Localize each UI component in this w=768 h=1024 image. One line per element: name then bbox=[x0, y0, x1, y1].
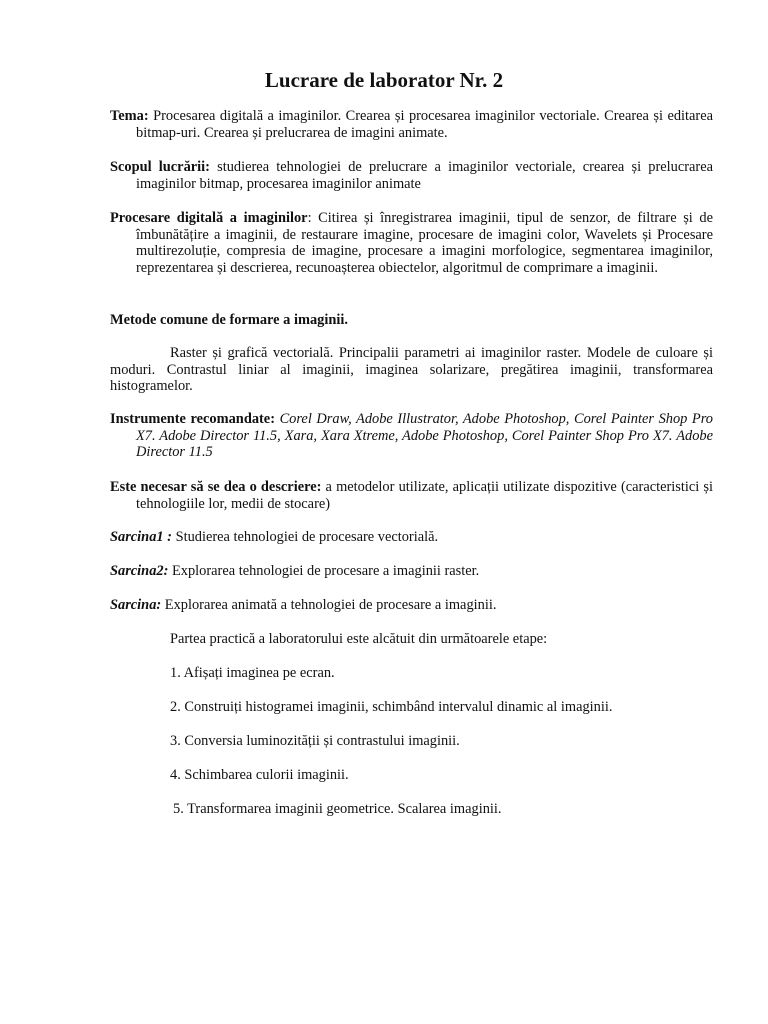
sarcina-3 bbox=[110, 597, 713, 614]
instrumente-label: Instrumente recomandate: bbox=[110, 411, 275, 427]
sarcina-3-text: Explorarea animată a tehnologiei de procesare a imaginii. bbox=[161, 597, 497, 613]
procesare-label: Procesare digitală a imaginilor bbox=[110, 210, 308, 226]
metode-paragraph: Raster și grafică vectorială. Principalii parametri ai imaginilor raster. Modele de culoare și moduri. Contrastul liniar al imaginii, imaginea solarizare, pregătirea imaginii, transformarea histogramelor. bbox=[110, 345, 713, 394]
etapa-4: 4. Schimbarea culorii imaginii. bbox=[170, 767, 349, 783]
etapa-1: 1. Afișați imaginea pe ecran. bbox=[170, 665, 335, 681]
instrumente-text: Corel Draw, Adobe Illustrator, Adobe Photoshop, Corel Painter Shop Pro X7. Adobe Director 11.5, Xara, Xara Xtreme, Adobe Photoshop, Corel Painter Shop Pro X7. Adobe Director 11.5 bbox=[136, 411, 713, 460]
etapa-5: 5. Transformarea imaginii geometrice. Scalarea imaginii. bbox=[173, 801, 502, 817]
sarcina-1-label: Sarcina1 : bbox=[110, 529, 172, 545]
necesar-text: a metodelor utilizate, aplicații utilizate dispozitive (caracteristici și tehnologiile lor, medii de stocare) bbox=[136, 479, 713, 512]
necesar-label: Este necesar să se dea o descriere: bbox=[110, 479, 322, 495]
sarcina-2 bbox=[110, 563, 713, 580]
sarcina-2-text: Explorarea tehnologiei de procesare a imaginii raster. bbox=[168, 563, 480, 579]
procesare-text: : Citirea și înregistrarea imaginii, tipul de senzor, de filtrare și de îmbunătățire a imaginii, de restaurare imagine, procesare de imagini color, Wavelets și Procesare multirezoluție, compresia de imagine, procesare a imagini morfologice, segmentarea imaginilor, reprezentarea și descrierea, recunoașterea obiectelor, algoritmul de comprimare a imaginii. bbox=[136, 210, 713, 276]
metode-heading: Metode comune de formare a imaginii. bbox=[110, 312, 348, 328]
page-title: Lucrare de laborator Nr. 2 bbox=[264, 68, 504, 92]
tema-paragraph bbox=[110, 108, 713, 141]
sarcina-1 bbox=[110, 529, 713, 546]
sarcina-1-text: Studierea tehnologiei de procesare vectorială. bbox=[171, 529, 439, 545]
tema-label: Tema: bbox=[110, 108, 149, 124]
tema-text: Procesarea digitală a imaginilor. Crearea și procesarea imaginilor vectoriale. Crearea și editarea bitmap-uri. Crearea și prelucrarea de imagini animate. bbox=[136, 108, 713, 141]
procesare-paragraph bbox=[110, 210, 713, 276]
scopul-text: studierea tehnologiei de prelucrare a imaginilor vectoriale, crearea și prelucrarea imaginilor bitmap, procesarea imaginilor animate bbox=[136, 159, 713, 192]
etapa-3: 3. Conversia luminozității și contrastului imaginii. bbox=[170, 733, 460, 749]
sarcina-2-label: Sarcina2: bbox=[110, 563, 169, 579]
partea-practica: Partea practică a laboratorului este alcătuit din următoarele etape: bbox=[170, 631, 548, 647]
etapa-2: 2. Construiți histogramei imaginii, schimbând intervalul dinamic al imaginii. bbox=[170, 699, 613, 715]
scopul-paragraph bbox=[110, 159, 713, 192]
instrumente-paragraph bbox=[110, 411, 713, 461]
necesar-paragraph bbox=[110, 479, 713, 512]
sarcina-3-label: Sarcina: bbox=[110, 597, 162, 613]
scopul-label: Scopul lucrării: bbox=[110, 159, 210, 175]
